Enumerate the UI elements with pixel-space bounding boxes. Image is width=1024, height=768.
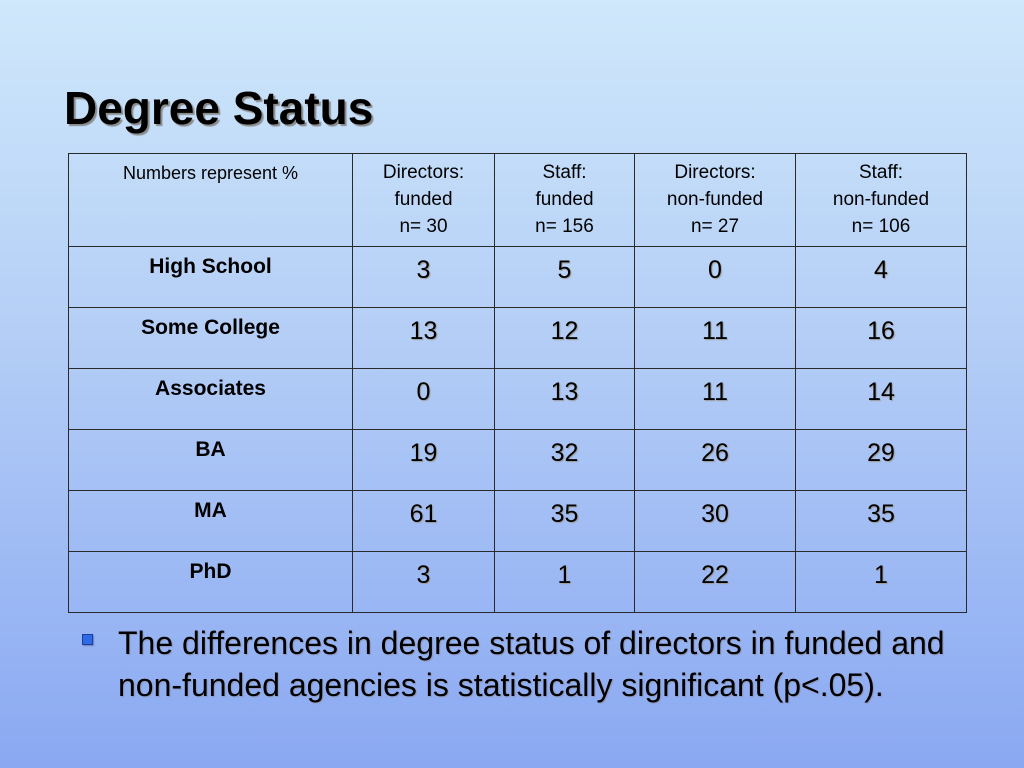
table-cell: 13 (353, 308, 495, 369)
table-cell: 35 (796, 491, 967, 552)
table-cell: 19 (353, 430, 495, 491)
table-cell: 61 (353, 491, 495, 552)
degree-status-table (68, 153, 967, 613)
slide-title: Degree Status (64, 82, 374, 134)
column-header-staff-non-funded (796, 154, 967, 247)
row-label: High School (69, 247, 353, 308)
table-cell: 11 (635, 369, 796, 430)
column-header-line: Directors: (674, 162, 756, 183)
table-cell: 30 (635, 491, 796, 552)
column-header-line: Staff: (858, 162, 903, 183)
table-cell: 29 (796, 430, 967, 491)
row-label: Associates (69, 369, 353, 430)
table-cell: 0 (353, 369, 495, 430)
table-cell: 26 (635, 430, 796, 491)
table-row (69, 308, 967, 369)
table-cell: 11 (635, 308, 796, 369)
column-header-directors-non-funded (635, 154, 796, 247)
table-cell: 0 (635, 247, 796, 308)
table-cell: 4 (796, 247, 967, 308)
row-label: PhD (69, 552, 353, 613)
table-cell: 12 (495, 308, 635, 369)
row-label: MA (69, 491, 353, 552)
column-header-line: n= 30 (399, 216, 448, 237)
column-header-line: Directors: (382, 162, 465, 183)
column-header-line: funded (535, 189, 594, 210)
table-cell: 5 (495, 247, 635, 308)
table-row (69, 491, 967, 552)
table-cell: 14 (796, 369, 967, 430)
row-label: BA (69, 430, 353, 491)
table-cell: 35 (495, 491, 635, 552)
column-header-line: non-funded (832, 189, 930, 210)
corner-label: Numbers represent % (69, 154, 353, 247)
column-header-line: funded (394, 189, 453, 210)
bullet-text: The differences in degree status of directors in funded and non-funded agencies is statistically significant (p<.05). (118, 625, 945, 703)
square-bullet-icon (82, 634, 93, 645)
column-header-line: n= 106 (851, 216, 911, 237)
table-row (69, 430, 967, 491)
column-header-line: non-funded (666, 189, 764, 210)
table-cell: 3 (353, 247, 495, 308)
column-header-line: n= 27 (690, 216, 740, 237)
table-row (69, 552, 967, 613)
table-cell: 1 (796, 552, 967, 613)
row-label: Some College (69, 308, 353, 369)
table-cell: 1 (495, 552, 635, 613)
table-cell: 32 (495, 430, 635, 491)
table-cell: 16 (796, 308, 967, 369)
table-row (69, 369, 967, 430)
table-cell: 22 (635, 552, 796, 613)
table-header-row (69, 154, 967, 247)
column-header-staff-funded (495, 154, 635, 247)
table-cell: 13 (495, 369, 635, 430)
table-cell: 3 (353, 552, 495, 613)
column-header-line: n= 156 (535, 216, 594, 237)
table-row (69, 247, 967, 308)
column-header-directors-funded (353, 154, 495, 247)
column-header-line: Staff: (542, 162, 587, 183)
